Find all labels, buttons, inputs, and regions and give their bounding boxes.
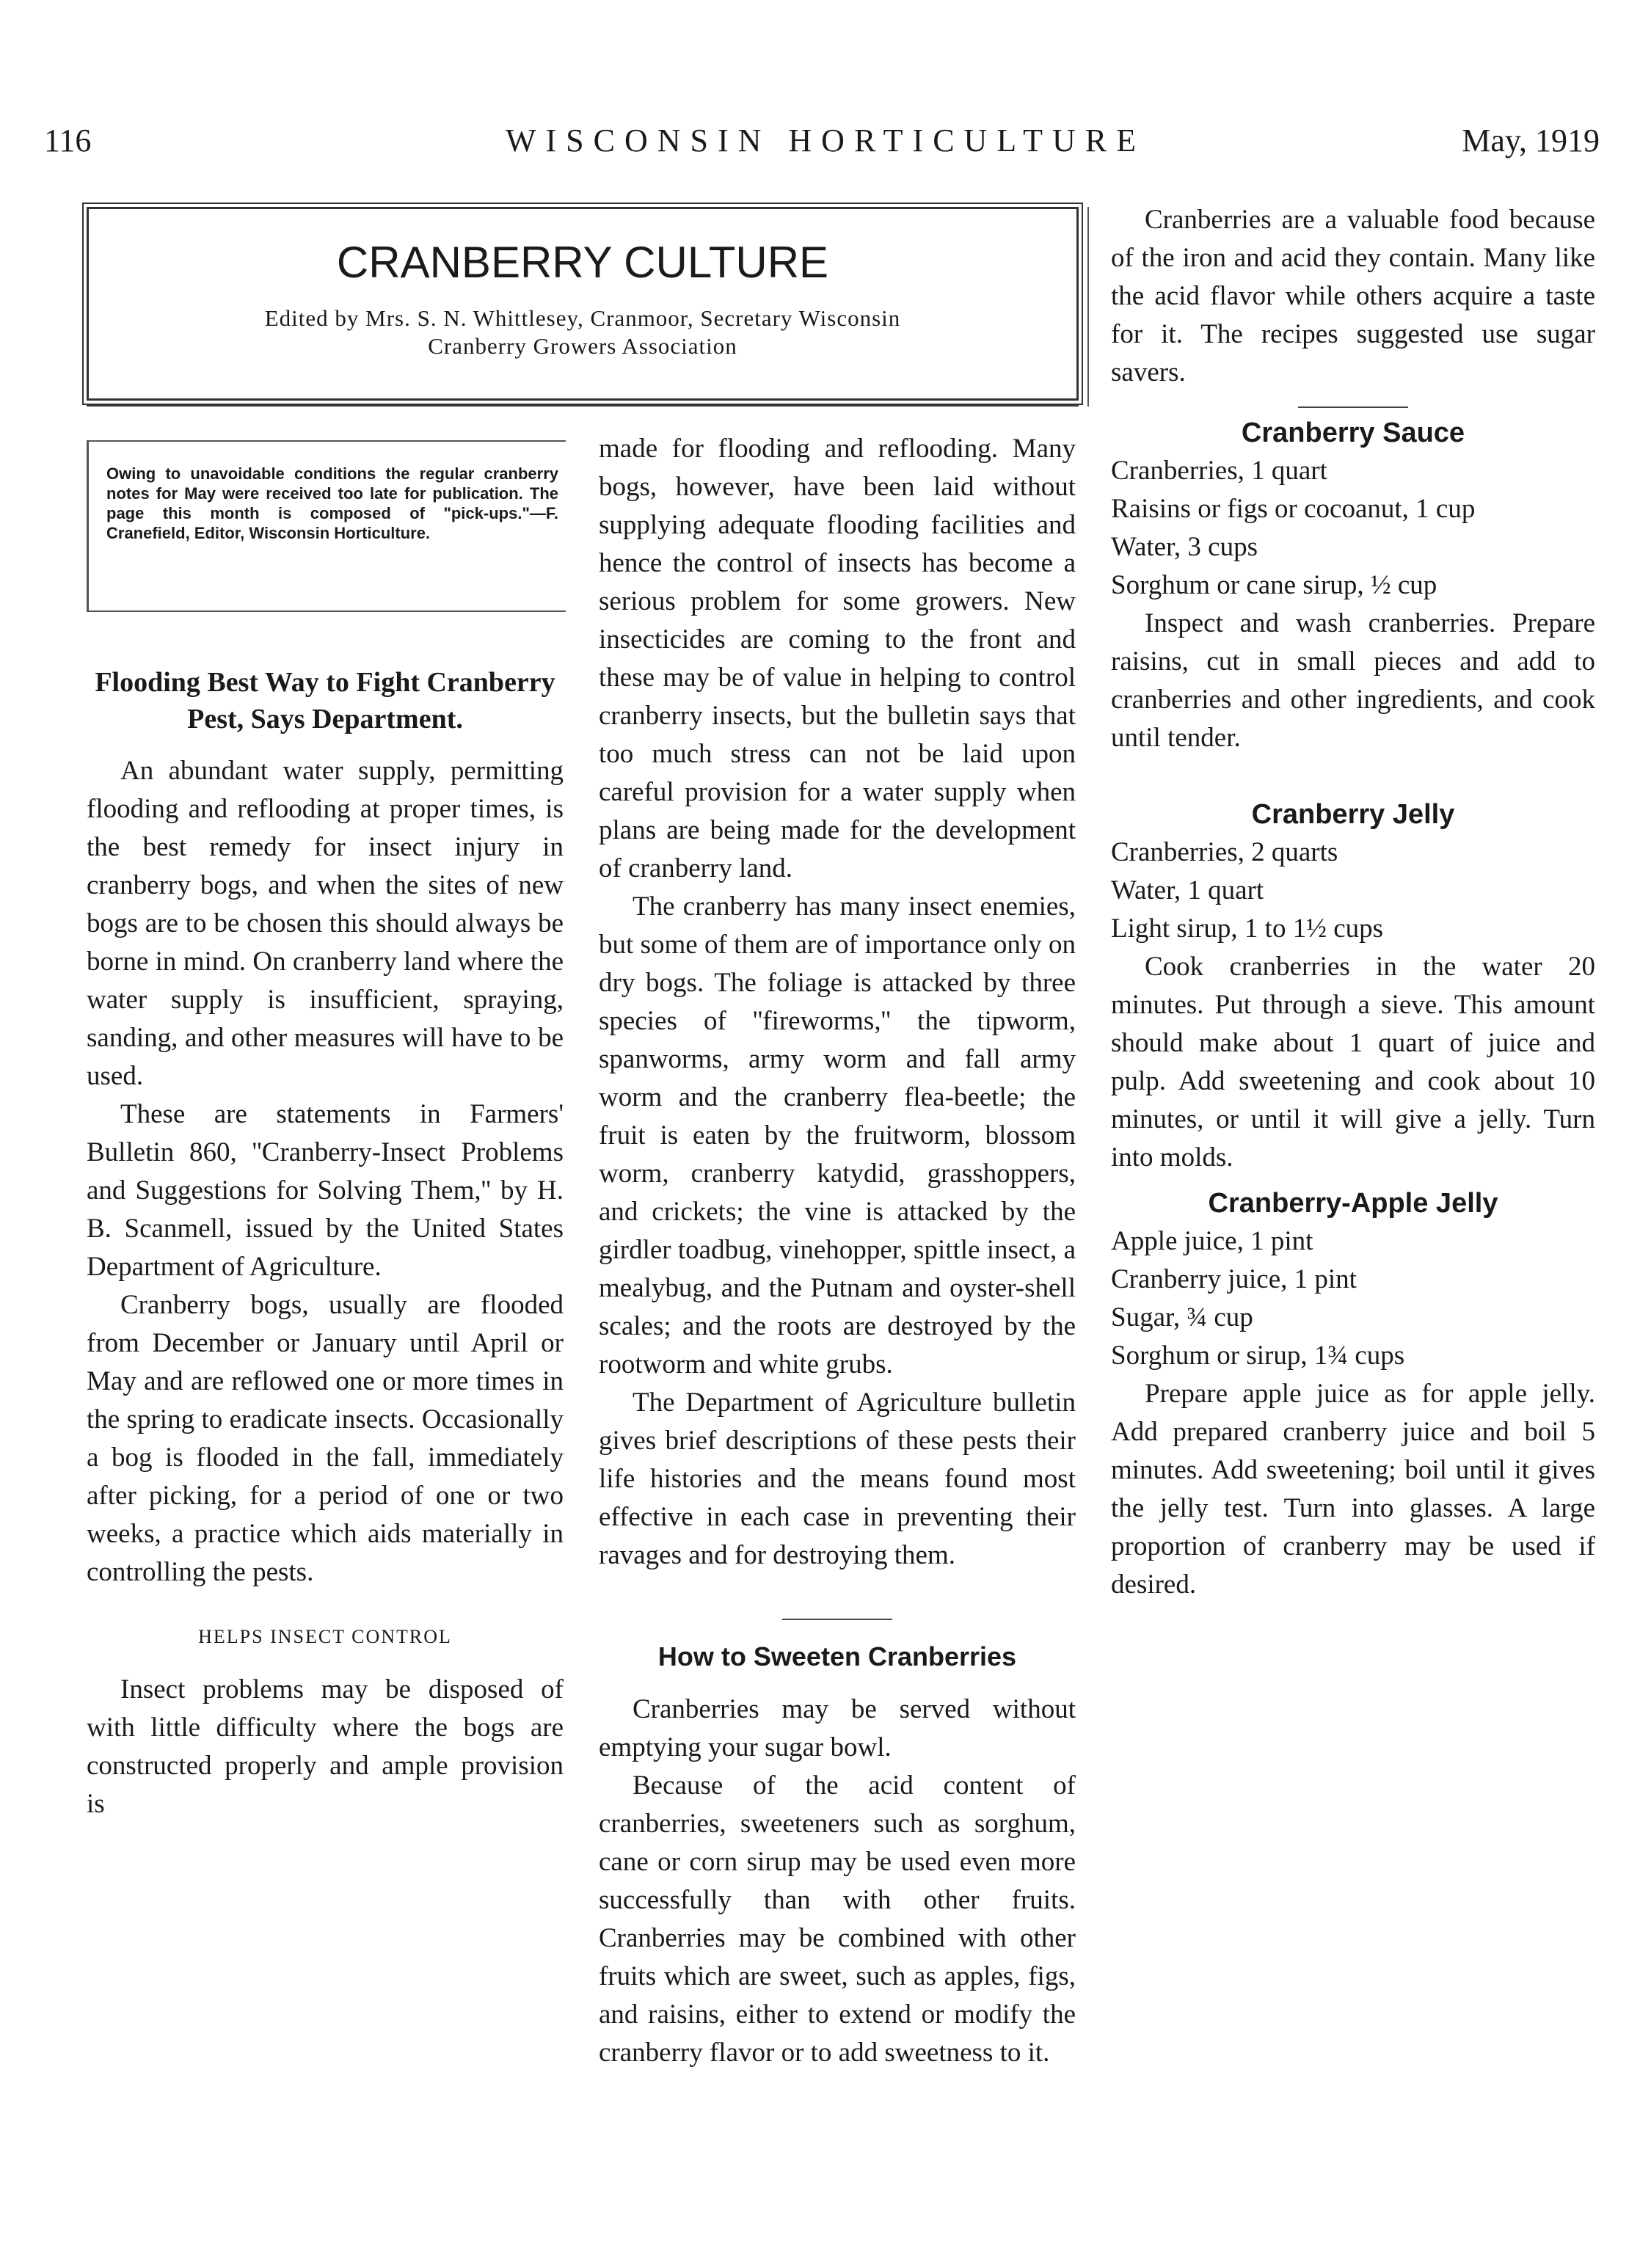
editor-line-2: Cranberry Growers Association: [428, 333, 737, 359]
section-bottom-rule: [87, 405, 1079, 406]
column-3: [1111, 201, 1595, 1604]
recipe-ingredient: Water, 1 quart: [1111, 875, 1264, 905]
separator: [782, 1619, 892, 1620]
article-paragraph: Cranberry bogs, usually are flooded from December or January until April or May and are reflowed one or more times in the spring to eradicate insects. Occasionally a bog is flooded in the fall, immediately after picking, for a period of one or two weeks, a practice which aids materially in controlling the pests.: [87, 1290, 564, 1587]
editor-notice-text: Owing to unavoidable conditions the regular cranberry notes for May were received too late for publication. The page this month is composed of "pick-ups."—F. Cranefield, Editor, Wisconsin Horticulture.: [106, 464, 558, 542]
recipe-title: Cranberry Jelly: [1251, 799, 1455, 830]
page-number: 116: [44, 123, 92, 158]
article-headline: Flooding Best Way to Fight Cranberry Pest, Says Department.: [95, 667, 555, 734]
article-paragraph: These are statements in Farmers' Bulletin 860, ''Cranberry-Insect Problems and Suggestions for Solving Them,'' by H. B. Scanmell, issued by the United States Department of Agriculture.: [87, 1099, 564, 1282]
section-title: CRANBERRY CULTURE: [336, 238, 829, 287]
article-headline: How to Sweeten Cranberries: [657, 1641, 1017, 1671]
article-paragraph: made for flooding and reflooding. Many bogs, however, have been laid without supplying adequate flooding facilities and hence the control of insects has become a serious problem for some growers. New insecticides are coming to the front and these may be of value in helping to control cranberry insects, but the bulletin says that too much stress can not be laid upon careful provision for a water supply when plans are being made for the development of cranberry land.: [599, 434, 1076, 883]
recipe-ingredient: Cranberry juice, 1 pint: [1111, 1264, 1357, 1294]
article-paragraph: Cranberries are a valuable food because of the iron and acid they contain. Many like the acid flavor while others acquire a taste for it. The recipes suggested use sugar savers.: [1111, 205, 1595, 387]
issue-date: May, 1919: [1462, 123, 1600, 158]
recipe-ingredient: Raisins or figs or cocoanut, 1 cup: [1111, 494, 1476, 524]
recipe-ingredient: Apple juice, 1 pint: [1111, 1226, 1313, 1256]
article-paragraph: Because of the acid content of cranberries, sweeteners such as sorghum, cane or corn sirup may be used even more successfully than with other fruits. Cranberries may be combined with other fruits which are sweet, such as apples, figs, and raisins, either to extend or modify the cranberry flavor or to add sweetness to it.: [599, 1771, 1076, 2068]
recipe-ingredient: Water, 3 cups: [1111, 532, 1258, 562]
recipe-ingredient: Sorghum or cane sirup, ½ cup: [1111, 570, 1437, 600]
recipe-title: Cranberry Sauce: [1241, 417, 1465, 448]
editor-notice: [87, 440, 566, 612]
article-paragraph: Insect problems may be disposed of with little difficulty where the bogs are constructed properly and ample provision is: [87, 1674, 564, 1819]
article-subhead: HELPS INSECT CONTROL: [198, 1626, 452, 1647]
column-divider: [1087, 207, 1089, 406]
recipe-ingredient: Light sirup, 1 to 1½ cups: [1111, 914, 1384, 944]
recipe-ingredient: Sugar, ¾ cup: [1111, 1302, 1253, 1332]
recipe-ingredient: Cranberries, 1 quart: [1111, 456, 1327, 486]
editor-line-1: Edited by Mrs. S. N. Whittlesey, Cranmoor, Secretary Wisconsin: [264, 305, 901, 331]
article-paragraph: Cranberries may be served without emptying your sugar bowl.: [599, 1694, 1076, 1762]
column-2: [599, 430, 1076, 2072]
recipe-directions: Inspect and wash cranberries. Prepare raisins, cut in small pieces and add to cranberries and other ingredients, and cook until tender.: [1111, 608, 1595, 753]
recipe-directions: Cook cranberries in the water 20 minutes. Put through a sieve. This amount should make about 1 quart of juice and pulp. Add sweetening and cook about 10 minutes, or until it will give a jelly. Turn into molds.: [1111, 952, 1595, 1173]
section-title-box: [87, 207, 1079, 401]
journal-title: WISCONSIN HORTICULTURE: [505, 123, 1146, 158]
column-1: [87, 664, 564, 1823]
separator: [1298, 406, 1408, 408]
section-editor-line: [89, 305, 1076, 360]
recipe-ingredient: Sorghum or sirup, 1¾ cups: [1111, 1341, 1405, 1371]
article-paragraph: The cranberry has many insect enemies, but some of them are of importance only on dry bogs. The foliage is attacked by three species of ''fireworms,'' the tipworm, spanworms, army worm and fall army worm and the cranberry flea-beetle; the fruit is eaten by the fruitworm, blossom worm, cranberry katydid, grasshoppers, and crickets; the vine is attacked by the girdler toadbug, vinehopper, spittle insect, a mealybug, and the Putnam and oyster-shell scales; and the roots are destroyed by the rootworm and white grubs.: [599, 891, 1076, 1379]
article-paragraph: An abundant water supply, permitting flooding and reflooding at proper times, is the best remedy for insect injury in cranberry bogs, and when the sites of new bogs are to be chosen this should always be borne in mind. On cranberry land where the water supply is insufficient, spraying, sanding, and other measures will have to be used.: [87, 756, 564, 1091]
recipe-directions: Prepare apple juice as for apple jelly. Add prepared cranberry juice and boil 5 minutes. Add sweetening; boil until it gives the jelly test. Turn into glasses. A large proportion of cranberry may be used if desired.: [1111, 1379, 1595, 1600]
recipe-title: Cranberry-Apple Jelly: [1208, 1188, 1498, 1219]
article-paragraph: The Department of Agriculture bulletin gives brief descriptions of these pests their life histories and the means found most effective in each case in preventing their ravages and for destroying them.: [599, 1388, 1076, 1570]
recipe-ingredient: Cranberries, 2 quarts: [1111, 837, 1338, 867]
